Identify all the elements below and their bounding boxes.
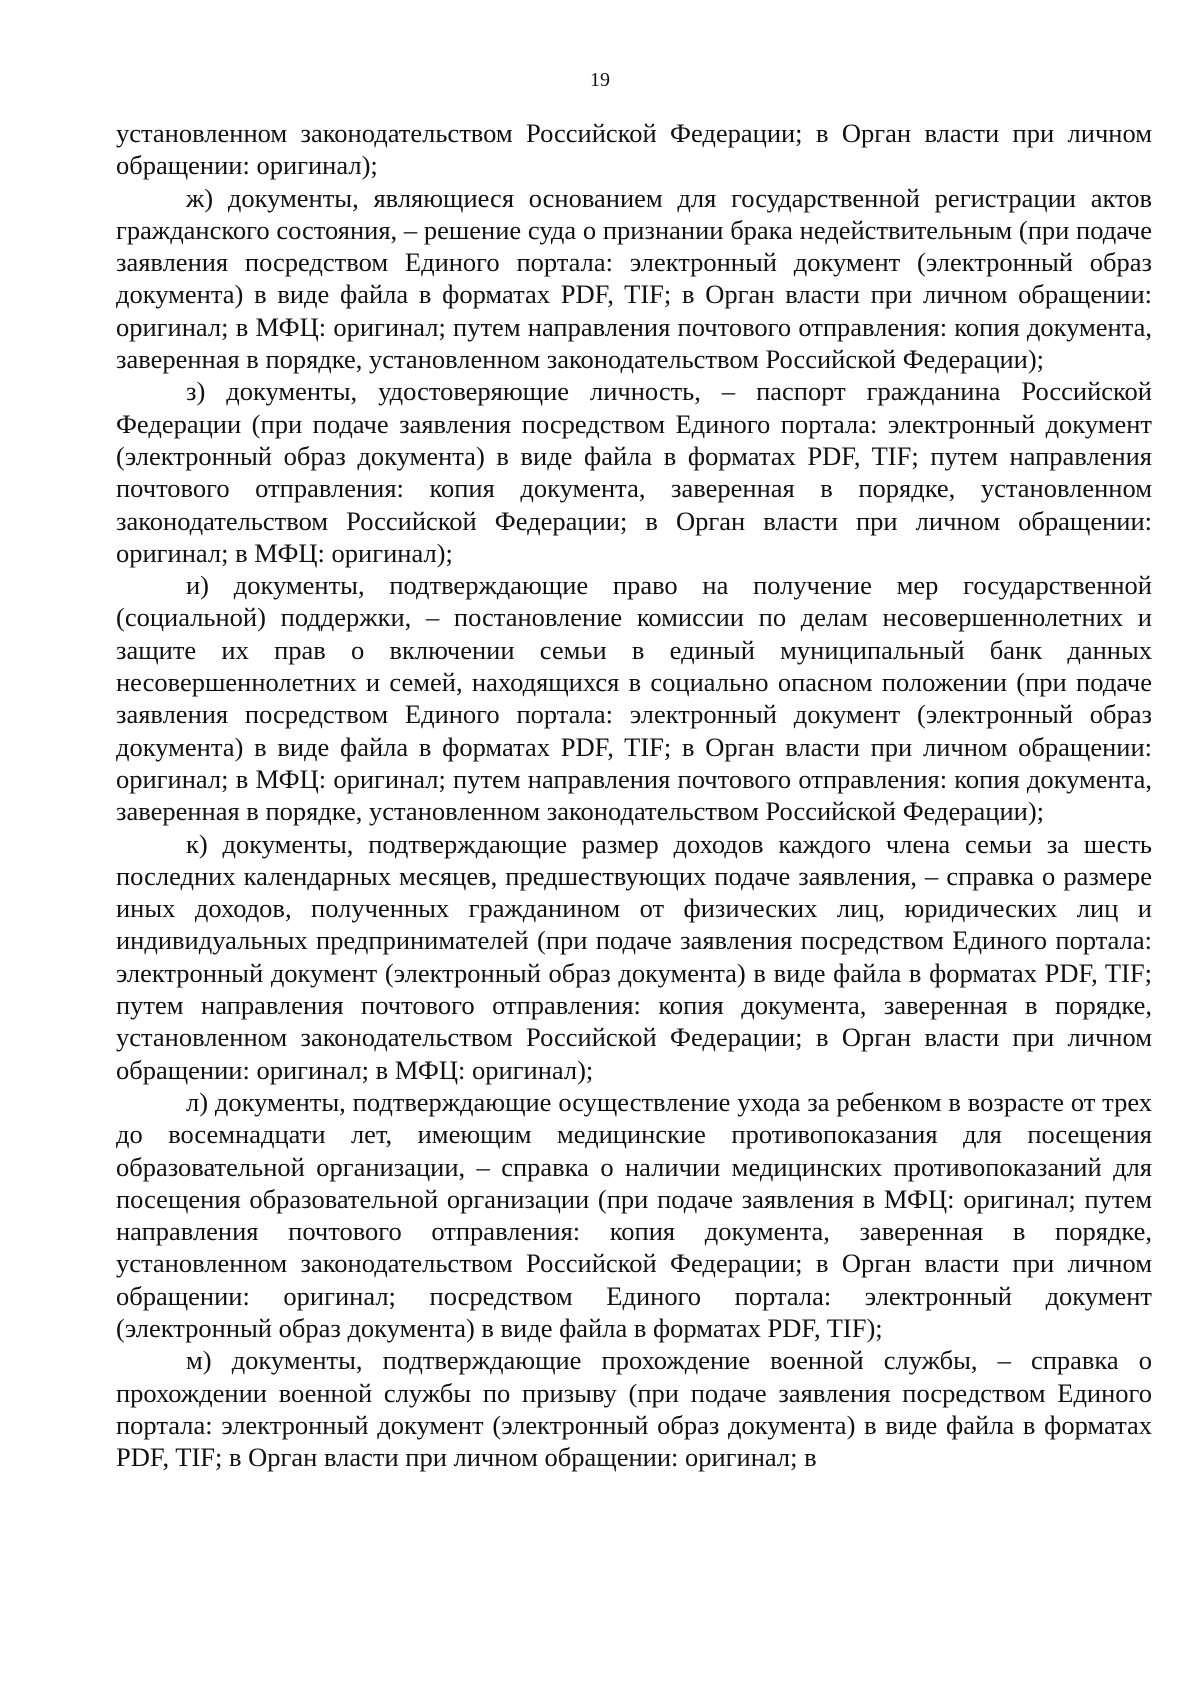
paragraph-item-zh: ж) документы, являющиеся основанием для государственной регистрации актов гражданского состояния, – решение суда о признании брака недействительным (при подаче заявления посредством Единого портала: электронный документ (электронный образ документа) в виде файла в форматах PDF, TIF; в Орган власти при личном обращении: оригинал; в МФЦ: оригинал; путем направления почтового отправления: копия документа, заверенная в порядке, установленном законодательством Российской Федерации); <box>116 182 1152 375</box>
page-number: 19 <box>590 69 610 91</box>
paragraph-item-z: з) документы, удостоверяющие личность, – паспорт гражданина Российской Федерации (при подаче заявления посредством Единого портала: электронный документ (электронный образ документа) в виде файла в форматах PDF, TIF; путем направления почтового отправления: копия документа, заверенная в порядке, установленном законодательством Российской Федерации; в Орган власти при личном обращении: оригинал; в МФЦ: оригинал); <box>116 376 1152 568</box>
paragraph-item-i: и) документы, подтверждающие право на получение мер государственной (социальной) поддержки, – постановление комиссии по делам несовершеннолетних и защите их прав о включении семьи в единый муниципальный банк данных несовершеннолетних и семей, находящихся в социально опасном положении (при подаче заявления посредством Единого портала: электронный документ (электронный образ документа) в виде файла в форматах PDF, TIF; в Орган власти при личном обращении: оригинал; в МФЦ: оригинал; путем направления почтового отправления: копия документа, заверенная в порядке, установленном законодательством Российской Федерации); <box>116 570 1152 827</box>
paragraph-continuation: установленном законодательством Российской Федерации; в Орган власти при личном обращении: оригинал); <box>116 118 1152 181</box>
paragraph-item-m: м) документы, подтверждающие прохождение военной службы, – справка о прохождении военной службы по призыву (при подаче заявления посредством Единого портала: электронный документ (электронный образ документа) в виде файла в форматах PDF, TIF; в Орган власти при личном обращении: оригинал; в <box>116 1345 1152 1473</box>
document-body <box>116 117 1152 1473</box>
paragraph-item-l: л) документы, подтверждающие осуществление ухода за ребенком в возрасте от трех до восемнадцати лет, имеющим медицинские противопоказания для посещения образовательной организации, – справка о наличии медицинских противопоказаний для посещения образовательной организации (при подаче заявления в МФЦ: оригинал; путем направления почтового отправления: копия документа, заверенная в порядке, установленном законодательством Российской Федерации; в Орган власти при личном обращении: оригинал; посредством Единого портала: электронный документ (электронный образ документа) в виде файла в форматах PDF, TIF); <box>116 1086 1152 1343</box>
paragraph-item-k: к) документы, подтверждающие размер доходов каждого члена семьи за шесть последних календарных месяцев, предшествующих подаче заявления, – справка о размере иных доходов, полученных гражданином от физических лиц, юридических лиц и индивидуальных предпринимателей (при подаче заявления посредством Единого портала: электронный документ (электронный образ документа) в виде файла в форматах PDF, TIF; путем направления почтового отправления: копия документа, заверенная в порядке, установленном законодательством Российской Федерации; в Орган власти при личном обращении: оригинал; в МФЦ: оригинал); <box>116 828 1152 1085</box>
